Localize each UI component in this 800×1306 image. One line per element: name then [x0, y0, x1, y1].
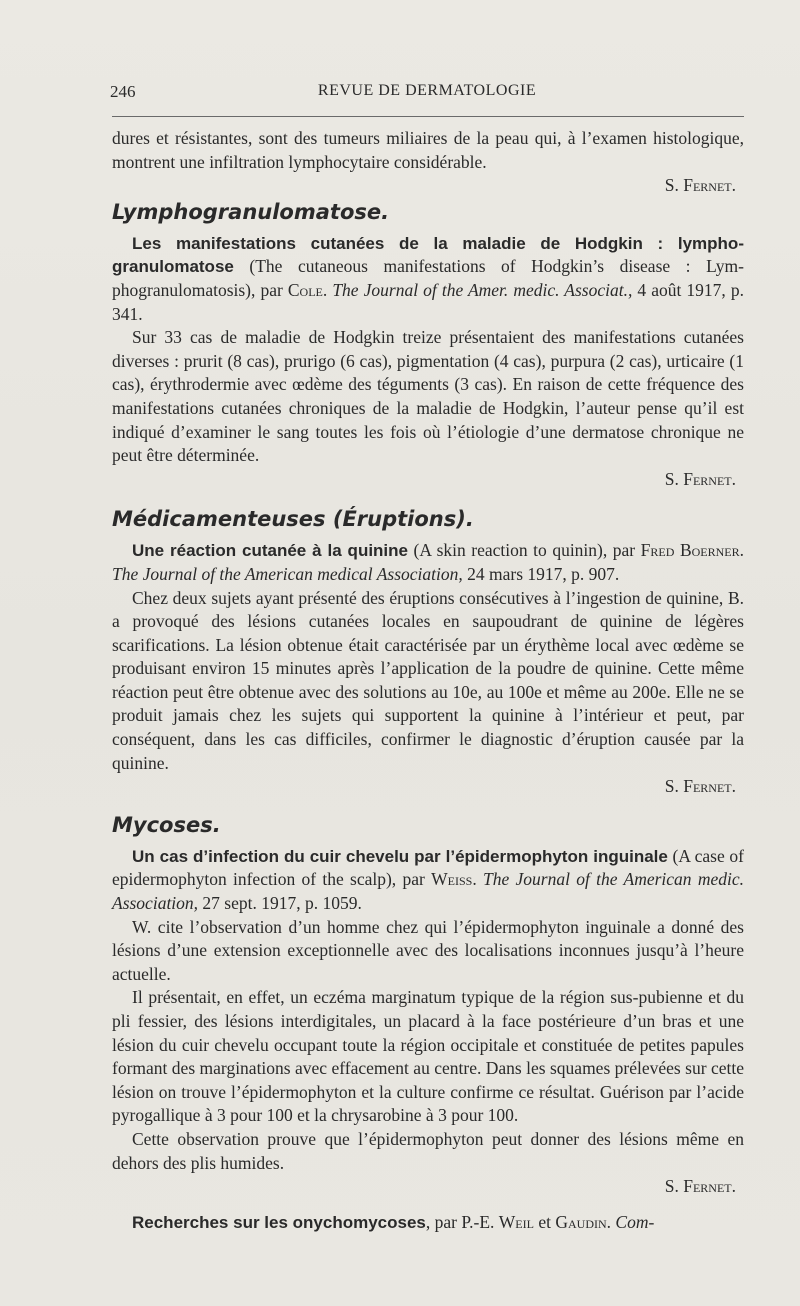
- page-header: [110, 82, 744, 106]
- medic-signature: S. Fernet.: [664, 776, 736, 797]
- last-plain-2: .: [606, 1211, 616, 1232]
- last-reference: [112, 1211, 744, 1235]
- medic-author: Fred Boerner: [640, 540, 740, 561]
- last-author-2: Gaudin: [555, 1211, 607, 1232]
- last-italic-end: Com-: [615, 1211, 655, 1232]
- medic-item-title: Une réaction cutanée à la quinine: [132, 541, 408, 561]
- last-author-1: Weil: [498, 1211, 534, 1232]
- lympho-journal: The Journal of the Amer. medic. Associat.,: [332, 279, 633, 300]
- lympho-item-title: Les manifestations cutanées de la maladie de Hodgkin : lymphogranulomatose: [112, 233, 744, 277]
- intro-signature: S. Fernet.: [664, 175, 736, 196]
- section-title-lympho: Lymphogranulomatose.: [112, 199, 390, 224]
- medic-body: Chez deux sujets ayant présenté des éruptions consécutives à l’ingestion de quinine, B. a provoqué des lésions cutanées locales en saupoudrant de quinine de légères scarifications. La lésion obtenue était caractérisée par un érythème local avec œdème se produisant environ 15 minutes après l’application de la poudre de quinine. Cette même réaction peut être obtenue avec des solutions au 10e, au 100e et même au 200e. Elle ne se produit jamais chez les sujets qui supportent la quinine à l’intérieur et peut, par conséquent, dans les cas difficiles, confirmer le diagnostic d’éruption causée par la quinine.: [112, 587, 744, 773]
- lympho-ref-1: (The cutaneous manifestations of Hodgkin’s disease : Lymphogranulomatosis), par: [112, 256, 744, 300]
- myco-reference: [112, 845, 744, 916]
- running-title: REVUE DE DERMATOLOGIE: [317, 82, 537, 99]
- medic-journal: The Journal of the American medical Association,: [112, 563, 463, 584]
- lympho-signature: S. Fernet.: [664, 468, 736, 489]
- myco-body-3: Cette observation prouve que l’épidermophyton peut donner des lésions même en dehors des plis humides.: [112, 1128, 744, 1173]
- last-item-title: Recherches sur les onychomycoses: [132, 1212, 426, 1232]
- intro-paragraph: dures et résistantes, sont des tumeurs miliaires de la peau qui, à l’examen histologique, montrent une infiltration lymphocytaire considérable.: [112, 128, 744, 172]
- medic-reference: [112, 539, 744, 586]
- myco-ref-3: 27 sept. 1917, p. 1059.: [198, 893, 362, 914]
- last-and: et: [533, 1211, 556, 1232]
- last-plain: , par P.-E.: [425, 1211, 499, 1232]
- lympho-ref-2: .: [322, 279, 333, 300]
- medic-ref-1: (A skin reaction to quinin), par: [408, 540, 641, 561]
- myco-journal: The Journal of the American medic. Association,: [112, 869, 745, 914]
- myco-signature: S. Fernet.: [664, 1176, 736, 1197]
- medic-ref-2: .: [739, 540, 744, 561]
- medic-ref-3: 24 mars 1917, p. 907.: [462, 563, 620, 584]
- lympho-reference: [112, 232, 744, 326]
- myco-body-1: W. cite l’observation d’un homme chez qui l’épidermophyton inguinale a donné des lésions d’une extension exceptionnelle avec des localisations inconnues jusqu’à l’heure actuelle.: [112, 916, 744, 984]
- myco-author: Weiss: [431, 869, 473, 890]
- lympho-body-text: Sur 33 cas de maladie de Hodgkin treize présentaient des manifestations cutanées diverses : prurit (8 cas), prurigo (6 cas), pigmentation (4 cas), purpura (2 cas), urticaire (1 cas), érythrodermie avec œdème des téguments (3 cas). En raison de cette fréquence des manifestations cutanées chroniques de la maladie de Hodgkin, l’auteur pense qu’il est indiqué d’examiner le sang toutes les fois où l’étiologie d’une dermatose chronique ne peut être déterminée.: [112, 327, 744, 466]
- myco-ref-1: (A case of epidermophyton infection of the scalp), par: [112, 845, 744, 890]
- text-column: [112, 127, 744, 1234]
- myco-body-2: Il présentait, en effet, un eczéma marginatum typique de la région sus-pubienne et du pli fessier, des lésions interdigitales, un placard à la face postérieure d’un bras et une lésion du cuir chevelu occupant toute la région occipitale et constituée de petites papules formant des marginations avec effacement au centre. Dans les squames prélevées sur cette lésion on trouve l’épidermophyton et la culture confirme ce résultat. Guérison par l’acide pyrogallique à 3 pour 100 et la chrysarobine à 3 pour 100.: [112, 987, 744, 1126]
- page-number: 246: [110, 82, 136, 101]
- section-title-myco: Mycoses.: [112, 812, 221, 837]
- myco-item-title: Un cas d’infection du cuir chevelu par l’épidermophyton inguinale: [132, 846, 668, 866]
- myco-ref-2: .: [472, 869, 483, 890]
- section-title-medic: Médicamenteuses (Éruptions).: [112, 507, 474, 532]
- lympho-body: [112, 326, 744, 468]
- lympho-ref-3: 4 août 1917, p. 341.: [112, 279, 744, 324]
- lympho-author: Cole: [287, 279, 323, 300]
- header-rule: [112, 116, 744, 117]
